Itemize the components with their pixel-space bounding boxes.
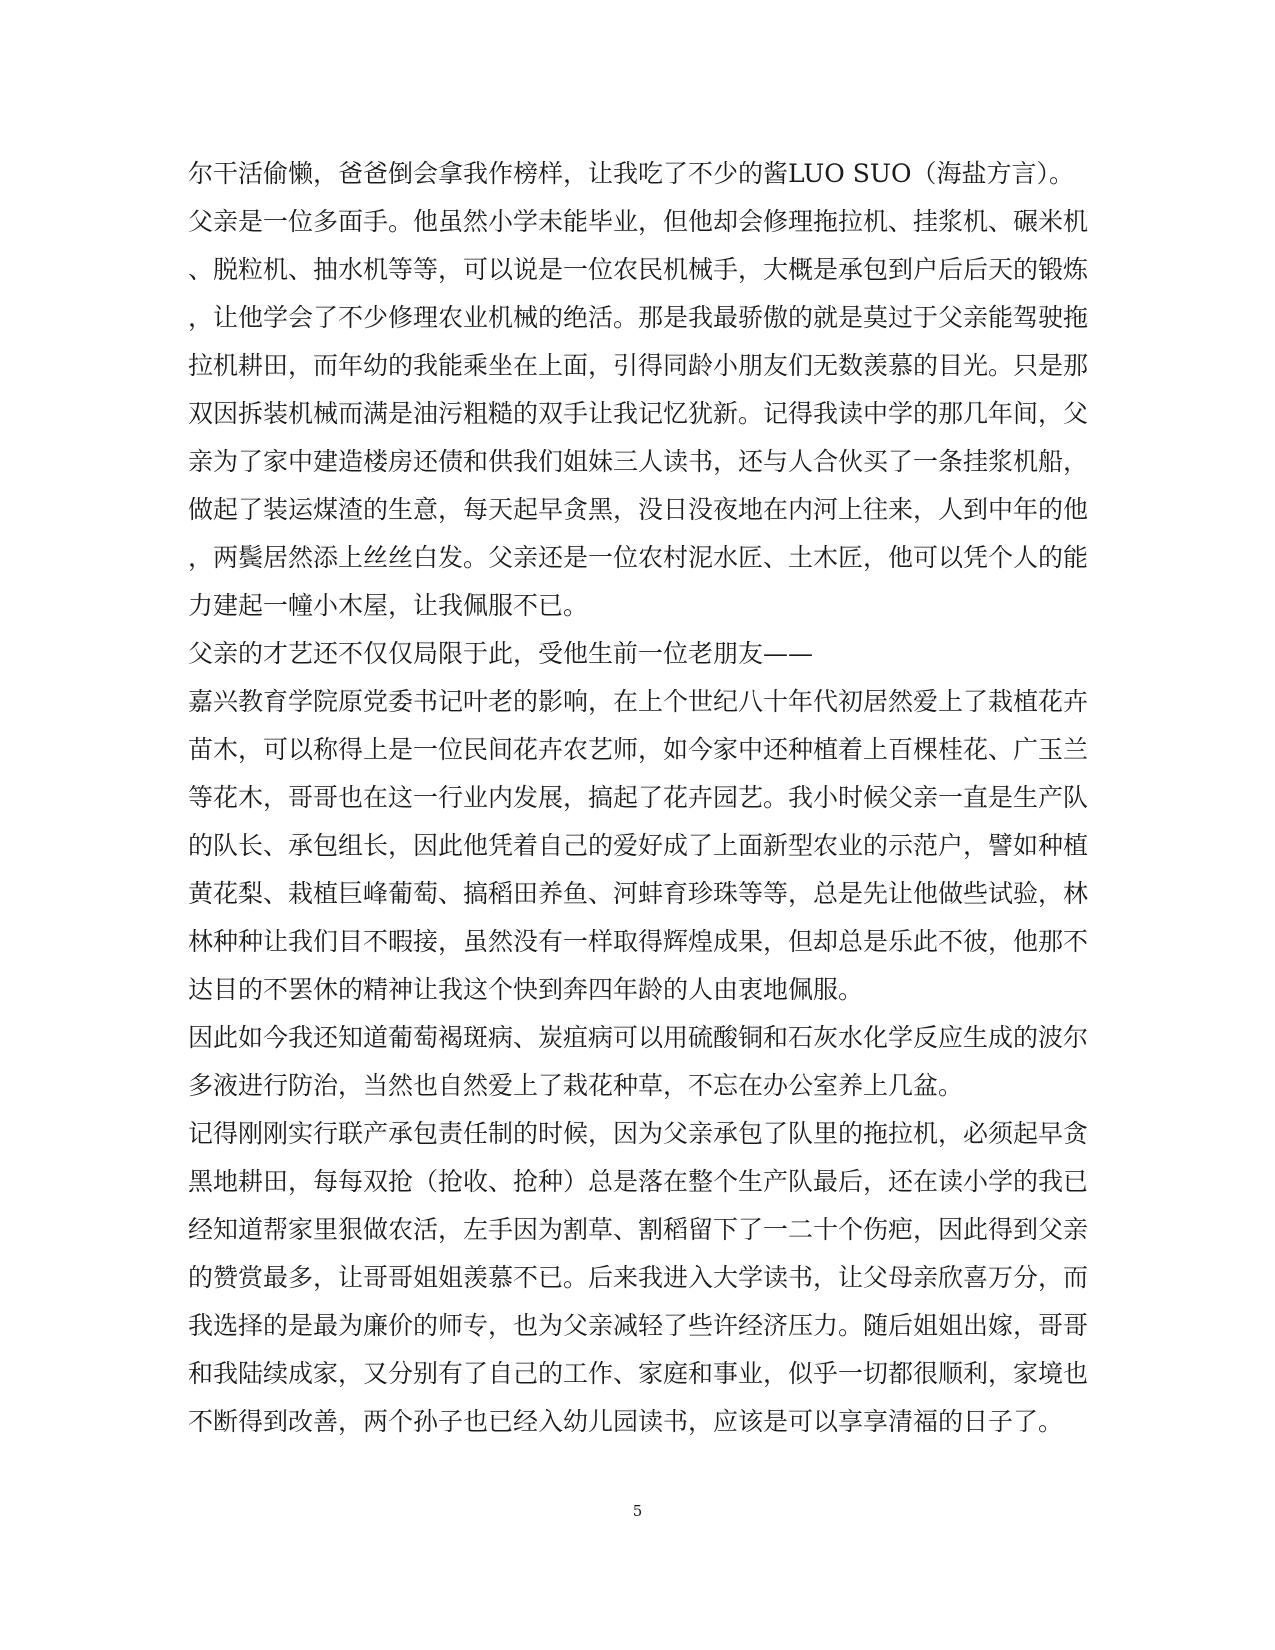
text-line: 的队长、承包组长，因此他凭着自己的爱好成了上面新型农业的示范户，譬如种植 bbox=[188, 831, 1089, 860]
text-line: 双因拆装机械而满是油污粗糙的双手让我记忆犹新。记得我读中学的那几年间，父 bbox=[188, 399, 1089, 428]
text-line: 做起了装运煤渣的生意，每天起早贪黑，没日没夜地在内河上往来，人到中年的他 bbox=[188, 495, 1089, 524]
text-line: 等花木，哥哥也在这一行业内发展，搞起了花卉园艺。我小时候父亲一直是生产队 bbox=[188, 783, 1089, 812]
text-line: ，让他学会了不少修理农业机械的绝活。那是我最骄傲的就是莫过于父亲能驾驶拖 bbox=[188, 303, 1089, 332]
page-number: 5 bbox=[632, 1502, 643, 1520]
text-line: 不断得到改善，两个孙子也已经入幼儿园读书，应该是可以享享清福的日子了。 bbox=[188, 1407, 1064, 1436]
text-line: ，两鬓居然添上丝丝白发。父亲还是一位农村泥水匠、土木匠，他可以凭个人的能 bbox=[188, 543, 1089, 572]
body-text bbox=[188, 150, 1088, 1446]
text-line: 苗木，可以称得上是一位民间花卉农艺师，如今家中还种植着上百棵桂花、广玉兰 bbox=[188, 735, 1089, 764]
text-line: 我选择的是最为廉价的师专，也为父亲减轻了些许经济压力。随后姐姐出嫁，哥哥 bbox=[188, 1311, 1089, 1340]
text-line: 黄花梨、栽植巨峰葡萄、搞稻田养鱼、河蚌育珍珠等等，总是先让他做些试验，林 bbox=[188, 879, 1089, 908]
text-line: 达目的不罢休的精神让我这个快到奔四年龄的人由衷地佩服。 bbox=[188, 975, 864, 1004]
text-line: 拉机耕田，而年幼的我能乘坐在上面，引得同龄小朋友们无数羡慕的目光。只是那 bbox=[188, 351, 1089, 380]
text-line: 黑地耕田，每每双抢（抢收、抢种）总是落在整个生产队最后，还在读小学的我已 bbox=[188, 1167, 1089, 1196]
text-line: 经知道帮家里狠做农活，左手因为割草、割稻留下了一二十个伤疤，因此得到父亲 bbox=[188, 1215, 1089, 1244]
text-line: 和我陆续成家，又分别有了自己的工作、家庭和事业，似乎一切都很顺利，家境也 bbox=[188, 1359, 1089, 1388]
text-line: 因此如今我还知道葡萄褐斑病、炭疽病可以用硫酸铜和石灰水化学反应生成的波尔 bbox=[188, 1023, 1089, 1052]
text-line: 亲为了家中建造楼房还债和供我们姐妹三人读书，还与人合伙买了一条挂浆机船， bbox=[188, 447, 1089, 476]
text-line: 嘉兴教育学院原党委书记叶老的影响，在上个世纪八十年代初居然爱上了栽植花卉 bbox=[188, 687, 1089, 716]
text-line: 的赞赏最多，让哥哥姐姐羡慕不已。后来我进入大学读书，让父母亲欣喜万分，而 bbox=[188, 1263, 1089, 1292]
text-line: 尔干活偷懒，爸爸倒会拿我作榜样，让我吃了不少的酱LUO SUO（海盐方言）。 bbox=[188, 159, 1074, 188]
text-line: 林种种让我们目不暇接，虽然没有一样取得辉煌成果，但却总是乐此不彼，他那不 bbox=[188, 927, 1089, 956]
text-line: 力建起一幢小木屋，让我佩服不已。 bbox=[188, 591, 589, 620]
text-line: 父亲是一位多面手。他虽然小学未能毕业，但他却会修理拖拉机、挂浆机、碾米机 bbox=[188, 207, 1089, 236]
text-line: 父亲的才艺还不仅仅局限于此，受他生前一位老朋友—— bbox=[188, 639, 814, 668]
text-line: 、脱粒机、抽水机等等，可以说是一位农民机械手，大概是承包到户后后天的锻炼 bbox=[188, 255, 1089, 284]
text-line: 记得刚刚实行联产承包责任制的时候，因为父亲承包了队里的拖拉机，必须起早贪 bbox=[188, 1119, 1089, 1148]
text-line: 多液进行防治，当然也自然爱上了栽花种草，不忘在办公室养上几盆。 bbox=[188, 1071, 964, 1100]
